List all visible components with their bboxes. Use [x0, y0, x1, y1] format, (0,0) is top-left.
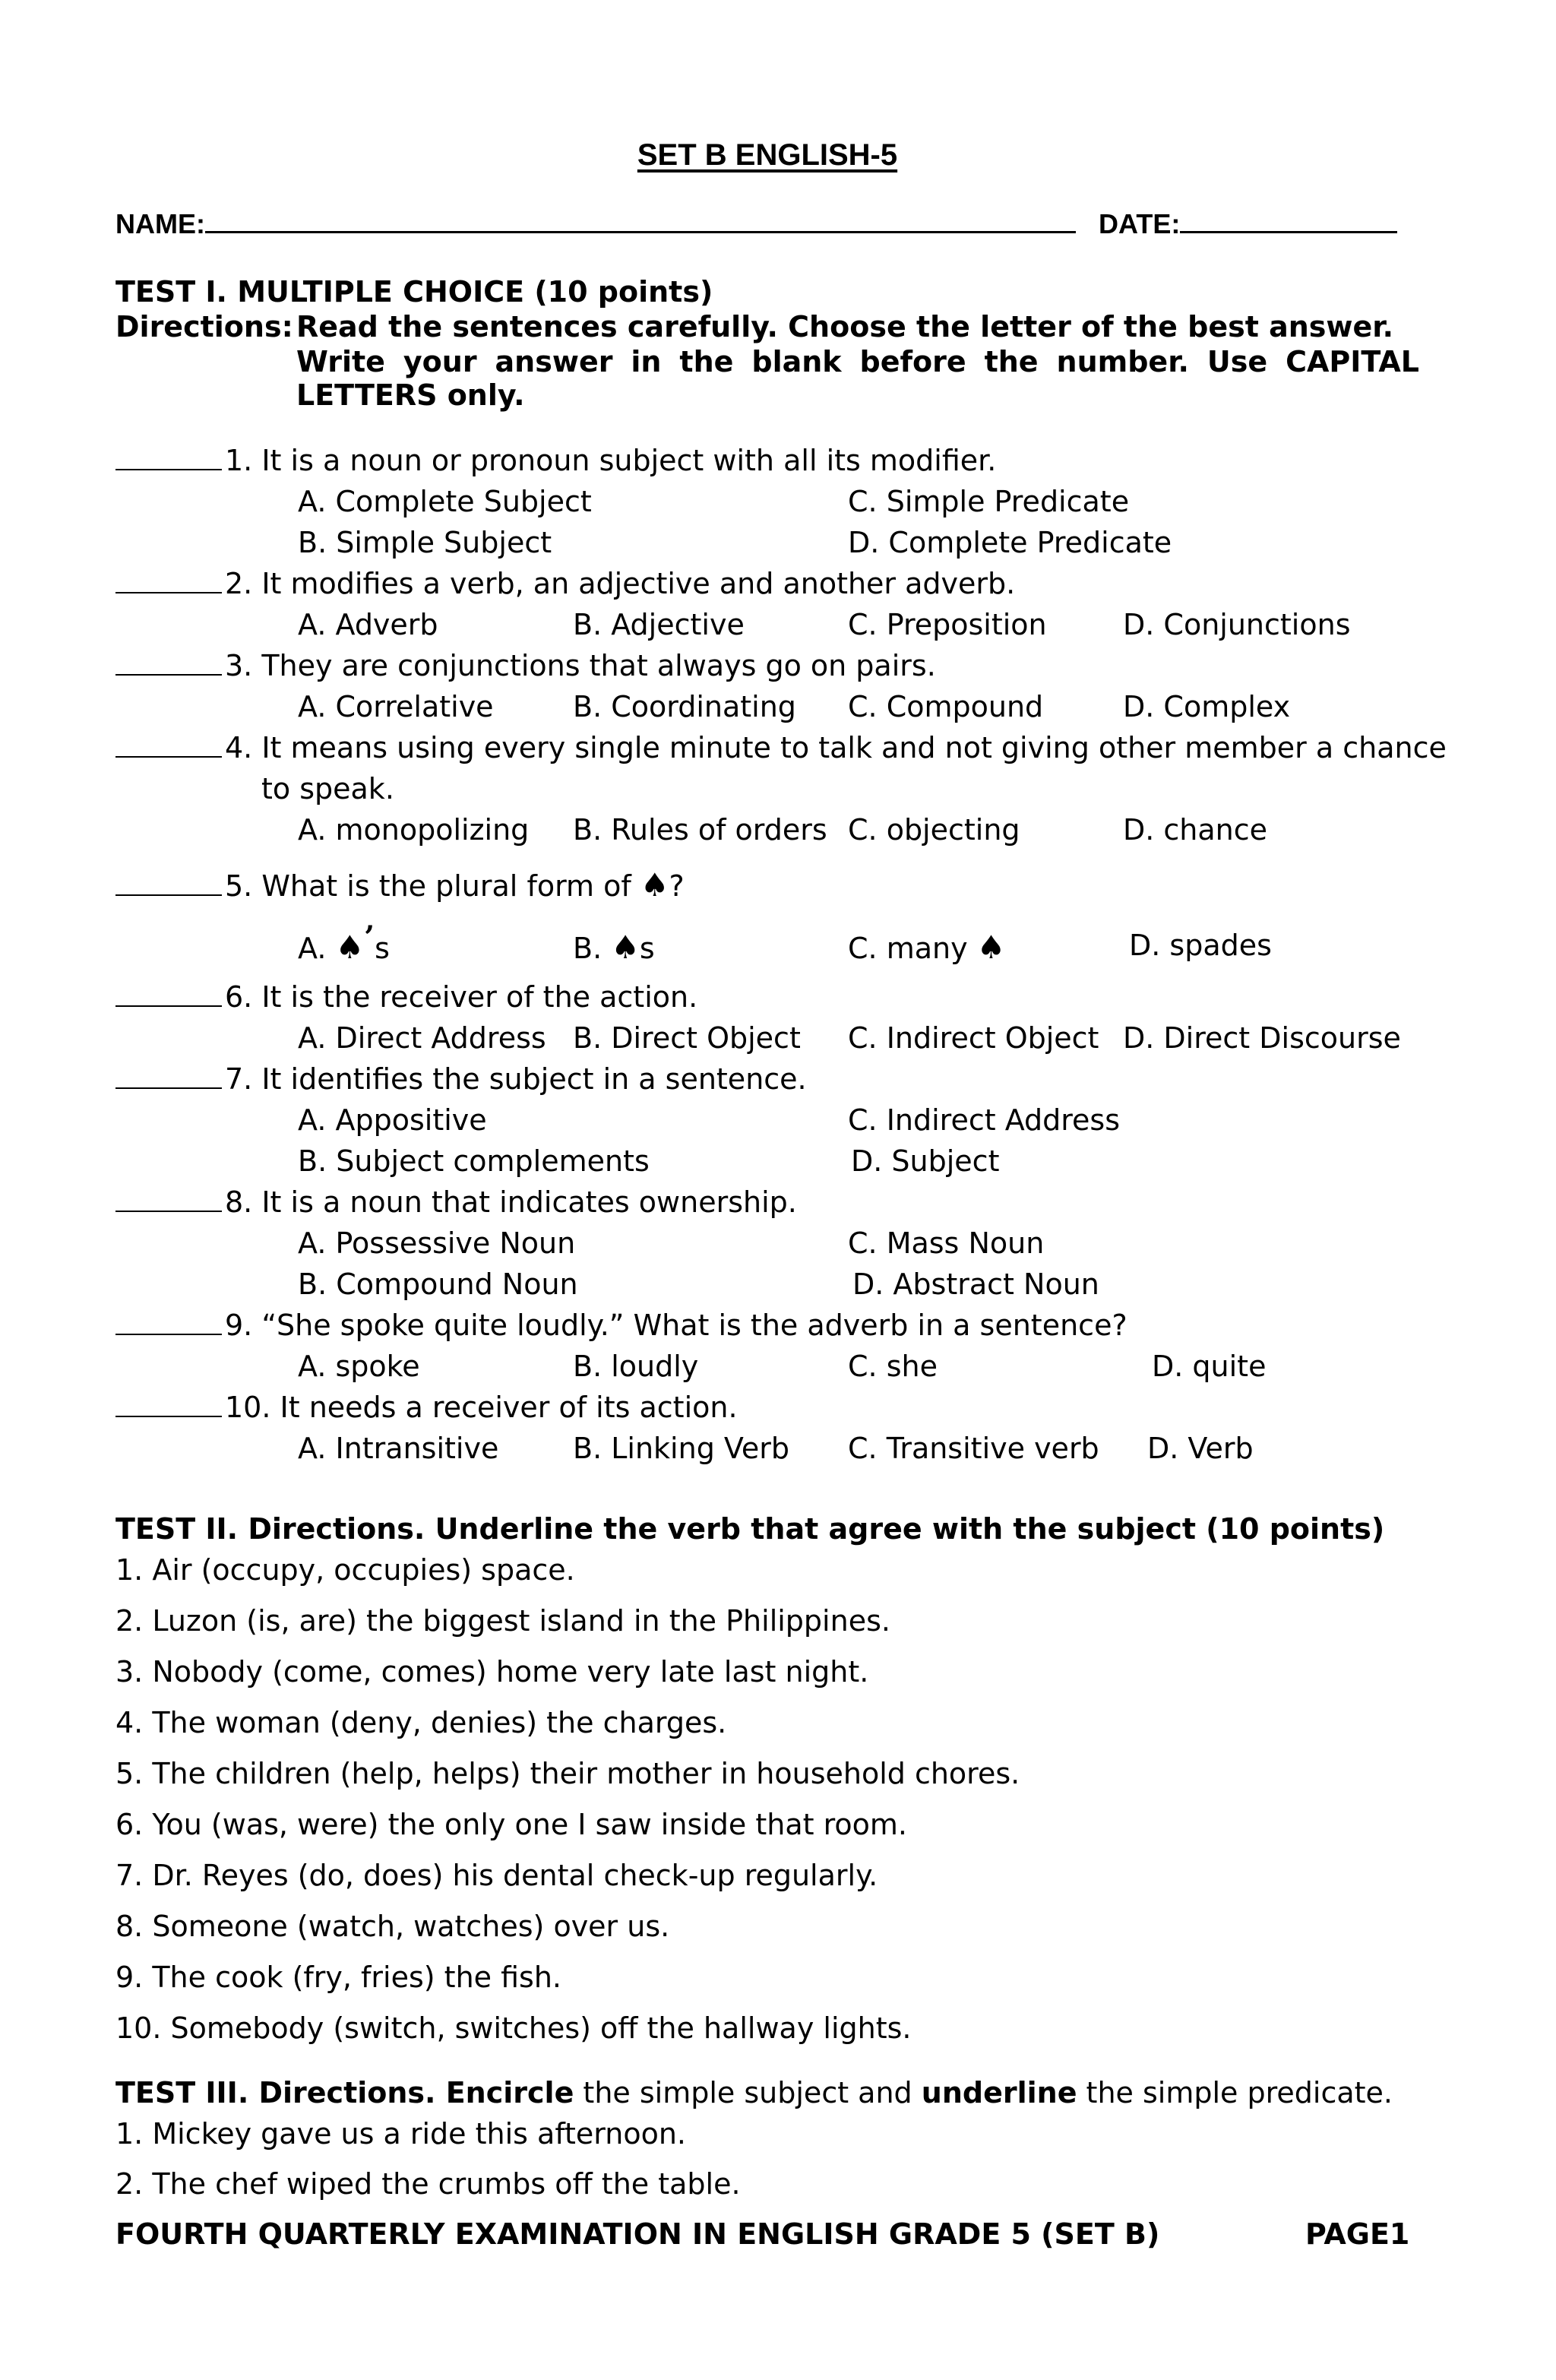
- q5-option-b: B. ♠s: [573, 929, 655, 966]
- test3-item-2: 2. The chef wiped the crumbs off the table.: [115, 2167, 741, 2201]
- q3-option-c: C. Compound: [848, 690, 1044, 723]
- q3-option-b: B. Coordinating: [573, 690, 796, 723]
- q7-option-b: B. Subject complements: [298, 1144, 650, 1178]
- date-blank[interactable]: [1180, 208, 1397, 233]
- q5-option-a: A. ♠’s: [298, 919, 390, 966]
- q9-option-d: D. quite: [1152, 1350, 1267, 1383]
- apostrophe-mark: ’: [364, 919, 375, 955]
- spade-icon: ♠: [640, 866, 669, 904]
- answer-blank-10[interactable]: [115, 1413, 222, 1417]
- test2-item-8: 8. Someone (watch, watches) over us.: [115, 1910, 670, 1943]
- q7-option-c: C. Indirect Address: [848, 1103, 1121, 1137]
- q8-option-b: B. Compound Noun: [298, 1268, 578, 1301]
- test1-directions-line1: Read the sentences carefully. Choose the letter of the best answer.: [296, 310, 1394, 343]
- question-7: 7. It identifies the subject in a sentence.: [115, 1062, 807, 1096]
- answer-blank-7[interactable]: [115, 1084, 222, 1089]
- question-3: 3. They are conjunctions that always go on pairs.: [115, 649, 936, 682]
- date-field: [1099, 208, 1397, 240]
- test3-item-1: 1. Mickey gave us a ride this afternoon.: [115, 2117, 687, 2151]
- question-4: 4. It means using every single minute to talk and not giving other member a chance: [115, 731, 1447, 764]
- q10-option-d: D. Verb: [1147, 1432, 1254, 1465]
- question-10: 10. It needs a receiver of its action.: [115, 1391, 738, 1424]
- test2-item-3: 3. Nobody (come, comes) home very late last night.: [115, 1655, 869, 1688]
- test2-item-9: 9. The cook (fry, fries) the fish.: [115, 1961, 562, 1994]
- q7-option-d: D. Subject: [851, 1144, 1000, 1178]
- q10-option-a: A. Intransitive: [298, 1432, 499, 1465]
- question-8: 8. It is a noun that indicates ownership.: [115, 1185, 797, 1219]
- q3-option-d: D. Complex: [1123, 690, 1291, 723]
- footer-page-number: PAGE1: [1305, 2217, 1410, 2251]
- test1-directions-line3: LETTERS only.: [296, 378, 525, 412]
- q6-option-c: C. Indirect Object: [848, 1021, 1099, 1055]
- footer-exam-title: FOURTH QUARTERLY EXAMINATION IN ENGLISH GRADE 5 (SET B): [115, 2217, 1160, 2251]
- q9-option-c: C. she: [848, 1350, 938, 1383]
- q4-option-d: D. chance: [1123, 813, 1268, 847]
- test2-item-5: 5. The children (help, helps) their mother in household chores.: [115, 1757, 1020, 1790]
- q6-option-a: A. Direct Address: [298, 1021, 546, 1055]
- answer-blank-6[interactable]: [115, 1002, 222, 1007]
- answer-blank-1[interactable]: [115, 466, 222, 470]
- q1-option-c: C. Simple Predicate: [848, 485, 1130, 518]
- spade-icon: ♠: [976, 929, 1006, 966]
- test2-item-10: 10. Somebody (switch, switches) off the hallway lights.: [115, 2011, 912, 2045]
- test2-item-2: 2. Luzon (is, are) the biggest island in the Philippines.: [115, 1604, 890, 1638]
- test1-directions-label: Directions:: [115, 310, 293, 343]
- name-blank[interactable]: [205, 208, 1076, 233]
- page-title: SET B ENGLISH-5: [637, 138, 898, 172]
- q10-option-c: C. Transitive verb: [848, 1432, 1099, 1465]
- q5-option-c: C. many ♠: [848, 929, 1006, 966]
- q2-option-d: D. Conjunctions: [1123, 608, 1351, 641]
- q6-option-b: B. Direct Object: [573, 1021, 801, 1055]
- test1-heading: TEST I. MULTIPLE CHOICE (10 points): [115, 275, 713, 309]
- q9-option-b: B. loudly: [573, 1350, 699, 1383]
- q8-option-a: A. Possessive Noun: [298, 1226, 576, 1260]
- answer-blank-2[interactable]: [115, 589, 222, 593]
- q1-option-b: B. Simple Subject: [298, 526, 552, 559]
- name-label: NAME:: [115, 208, 205, 239]
- q2-option-a: A. Adverb: [298, 608, 438, 641]
- q1-option-d: D. Complete Predicate: [848, 526, 1172, 559]
- question-1: 1. It is a noun or pronoun subject with all its modifier.: [115, 444, 996, 477]
- question-6: 6. It is the receiver of the action.: [115, 980, 697, 1014]
- test1-directions-line2: Write your answer in the blank before the number. Use CAPITAL: [296, 345, 1419, 378]
- answer-blank-3[interactable]: [115, 671, 222, 676]
- answer-blank-4[interactable]: [115, 753, 222, 758]
- q1-option-a: A. Complete Subject: [298, 485, 592, 518]
- q5-option-d: D. spades: [1129, 929, 1272, 962]
- q2-option-b: B. Adjective: [573, 608, 745, 641]
- answer-blank-5[interactable]: [115, 891, 222, 896]
- date-label: DATE:: [1099, 208, 1181, 239]
- name-field: [115, 208, 1076, 240]
- test2-item-7: 7. Dr. Reyes (do, does) his dental check-up regularly.: [115, 1859, 878, 1892]
- q4-option-b: B. Rules of orders: [573, 813, 827, 847]
- q8-option-c: C. Mass Noun: [848, 1226, 1045, 1260]
- q7-option-a: A. Appositive: [298, 1103, 487, 1137]
- question-5: 5. What is the plural form of ♠?: [115, 866, 685, 904]
- question-4-continued: to speak.: [261, 772, 394, 805]
- test2-item-6: 6. You (was, were) the only one I saw inside that room.: [115, 1808, 908, 1841]
- q4-option-c: C. objecting: [848, 813, 1020, 847]
- spade-icon: ♠: [335, 929, 365, 966]
- test2-heading: TEST II. Directions. Underline the verb that agree with the subject (10 points): [115, 1512, 1385, 1546]
- q8-option-d: D. Abstract Noun: [852, 1268, 1099, 1301]
- q6-option-d: D. Direct Discourse: [1123, 1021, 1401, 1055]
- question-9: 9. “She spoke quite loudly.” What is the adverb in a sentence?: [115, 1309, 1127, 1342]
- q4-option-a: A. monopolizing: [298, 813, 530, 847]
- q10-option-b: B. Linking Verb: [573, 1432, 790, 1465]
- test2-item-4: 4. The woman (deny, denies) the charges.: [115, 1706, 727, 1739]
- answer-blank-9[interactable]: [115, 1331, 222, 1335]
- test2-item-1: 1. Air (occupy, occupies) space.: [115, 1553, 575, 1587]
- spade-icon: ♠: [611, 929, 640, 966]
- q2-option-c: C. Preposition: [848, 608, 1047, 641]
- answer-blank-8[interactable]: [115, 1207, 222, 1212]
- question-2: 2. It modifies a verb, an adjective and another adverb.: [115, 567, 1015, 600]
- q9-option-a: A. spoke: [298, 1350, 420, 1383]
- q3-option-a: A. Correlative: [298, 690, 494, 723]
- test3-heading: TEST III. Directions. Encircle the simple subject and underline the simple predicate.: [115, 2076, 1393, 2109]
